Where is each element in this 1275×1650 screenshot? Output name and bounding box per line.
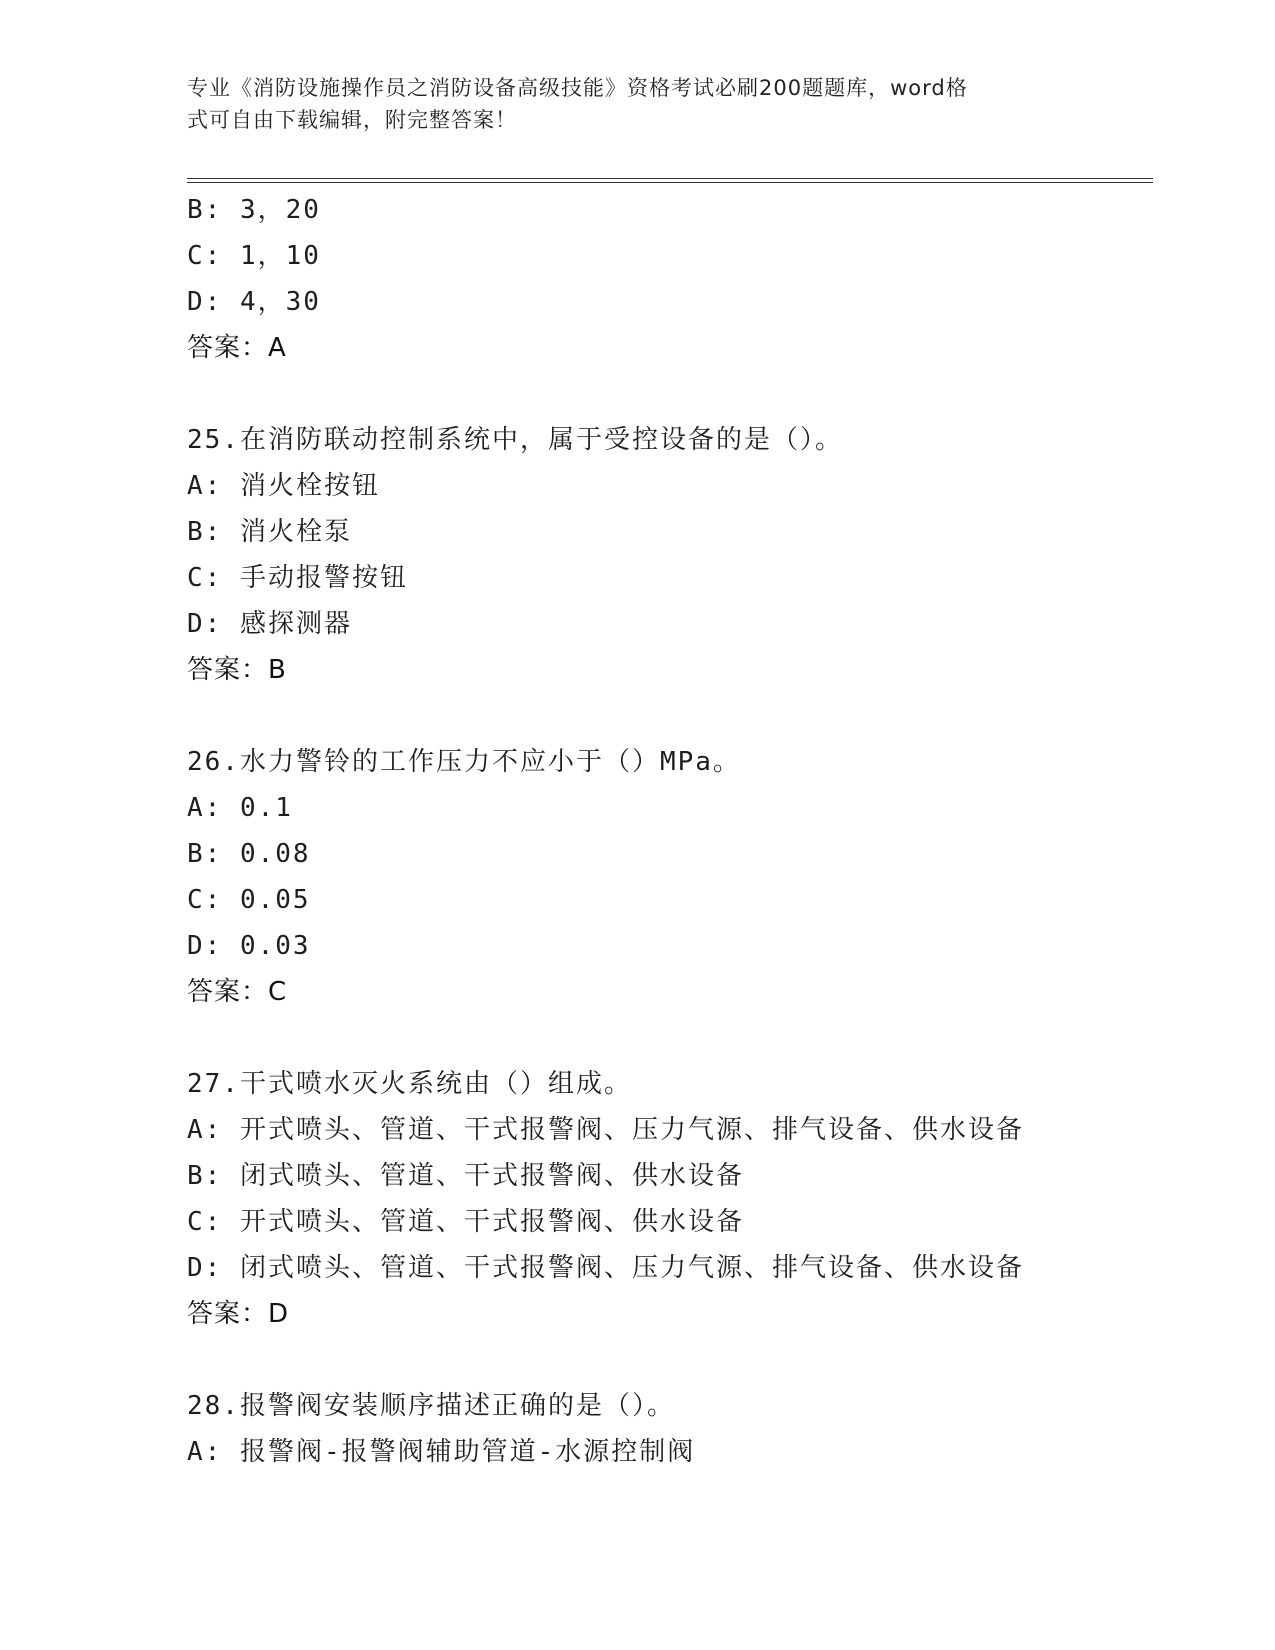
question-24 bbox=[187, 187, 1153, 371]
answer-line: 答案：C bbox=[187, 977, 288, 1007]
option-a: A: 开式喷头、管道、干式报警阀、压力气源、排气设备、供水设备 bbox=[187, 1115, 1024, 1145]
header-line-1: 专业《消防设施操作员之消防设备高级技能》资格考试必刷200题题库，word格 bbox=[187, 76, 968, 100]
option-c: C: 手动报警按钮 bbox=[187, 563, 408, 593]
option-a: A: 报警阀-报警阀辅助管道-水源控制阀 bbox=[187, 1437, 696, 1467]
question-stem: 26.水力警铃的工作压力不应小于（）MPa。 bbox=[187, 747, 741, 777]
question-26 bbox=[187, 739, 1153, 1015]
option-d: D: 0.03 bbox=[187, 931, 311, 961]
spacer bbox=[187, 693, 1153, 739]
option-a: A: 0.1 bbox=[187, 793, 293, 823]
question-content bbox=[187, 187, 1153, 1475]
question-stem: 27.干式喷水灭火系统由（）组成。 bbox=[187, 1069, 632, 1099]
header-divider-bottom bbox=[187, 182, 1153, 183]
question-27 bbox=[187, 1061, 1153, 1337]
spacer bbox=[187, 1015, 1153, 1061]
question-stem: 28.报警阀安装顺序描述正确的是（）。 bbox=[187, 1391, 675, 1421]
spacer bbox=[187, 371, 1153, 417]
option-c: C: 开式喷头、管道、干式报警阀、供水设备 bbox=[187, 1207, 744, 1237]
spacer bbox=[187, 1337, 1153, 1383]
header-line-2: 式可自由下载编辑，附完整答案！ bbox=[187, 108, 517, 132]
option-d: D: 4，30 bbox=[187, 287, 321, 317]
question-25 bbox=[187, 417, 1153, 693]
answer-line: 答案：B bbox=[187, 655, 287, 685]
option-b: B: 消火栓泵 bbox=[187, 517, 352, 547]
question-stem: 25.在消防联动控制系统中，属于受控设备的是（）。 bbox=[187, 425, 843, 455]
answer-line: 答案：D bbox=[187, 1299, 290, 1329]
option-d: D: 闭式喷头、管道、干式报警阀、压力气源、排气设备、供水设备 bbox=[187, 1253, 1024, 1283]
option-c: C: 1，10 bbox=[187, 241, 321, 271]
option-b: B: 闭式喷头、管道、干式报警阀、供水设备 bbox=[187, 1161, 744, 1191]
option-a: A: 消火栓按钮 bbox=[187, 471, 380, 501]
option-d: D: 感探测器 bbox=[187, 609, 352, 639]
option-b: B: 0.08 bbox=[187, 839, 311, 869]
document-header bbox=[187, 72, 1067, 136]
option-c: C: 0.05 bbox=[187, 885, 311, 915]
question-28 bbox=[187, 1383, 1153, 1475]
option-b: B: 3，20 bbox=[187, 195, 321, 225]
answer-line: 答案：A bbox=[187, 333, 287, 363]
header-divider-top bbox=[187, 178, 1153, 179]
